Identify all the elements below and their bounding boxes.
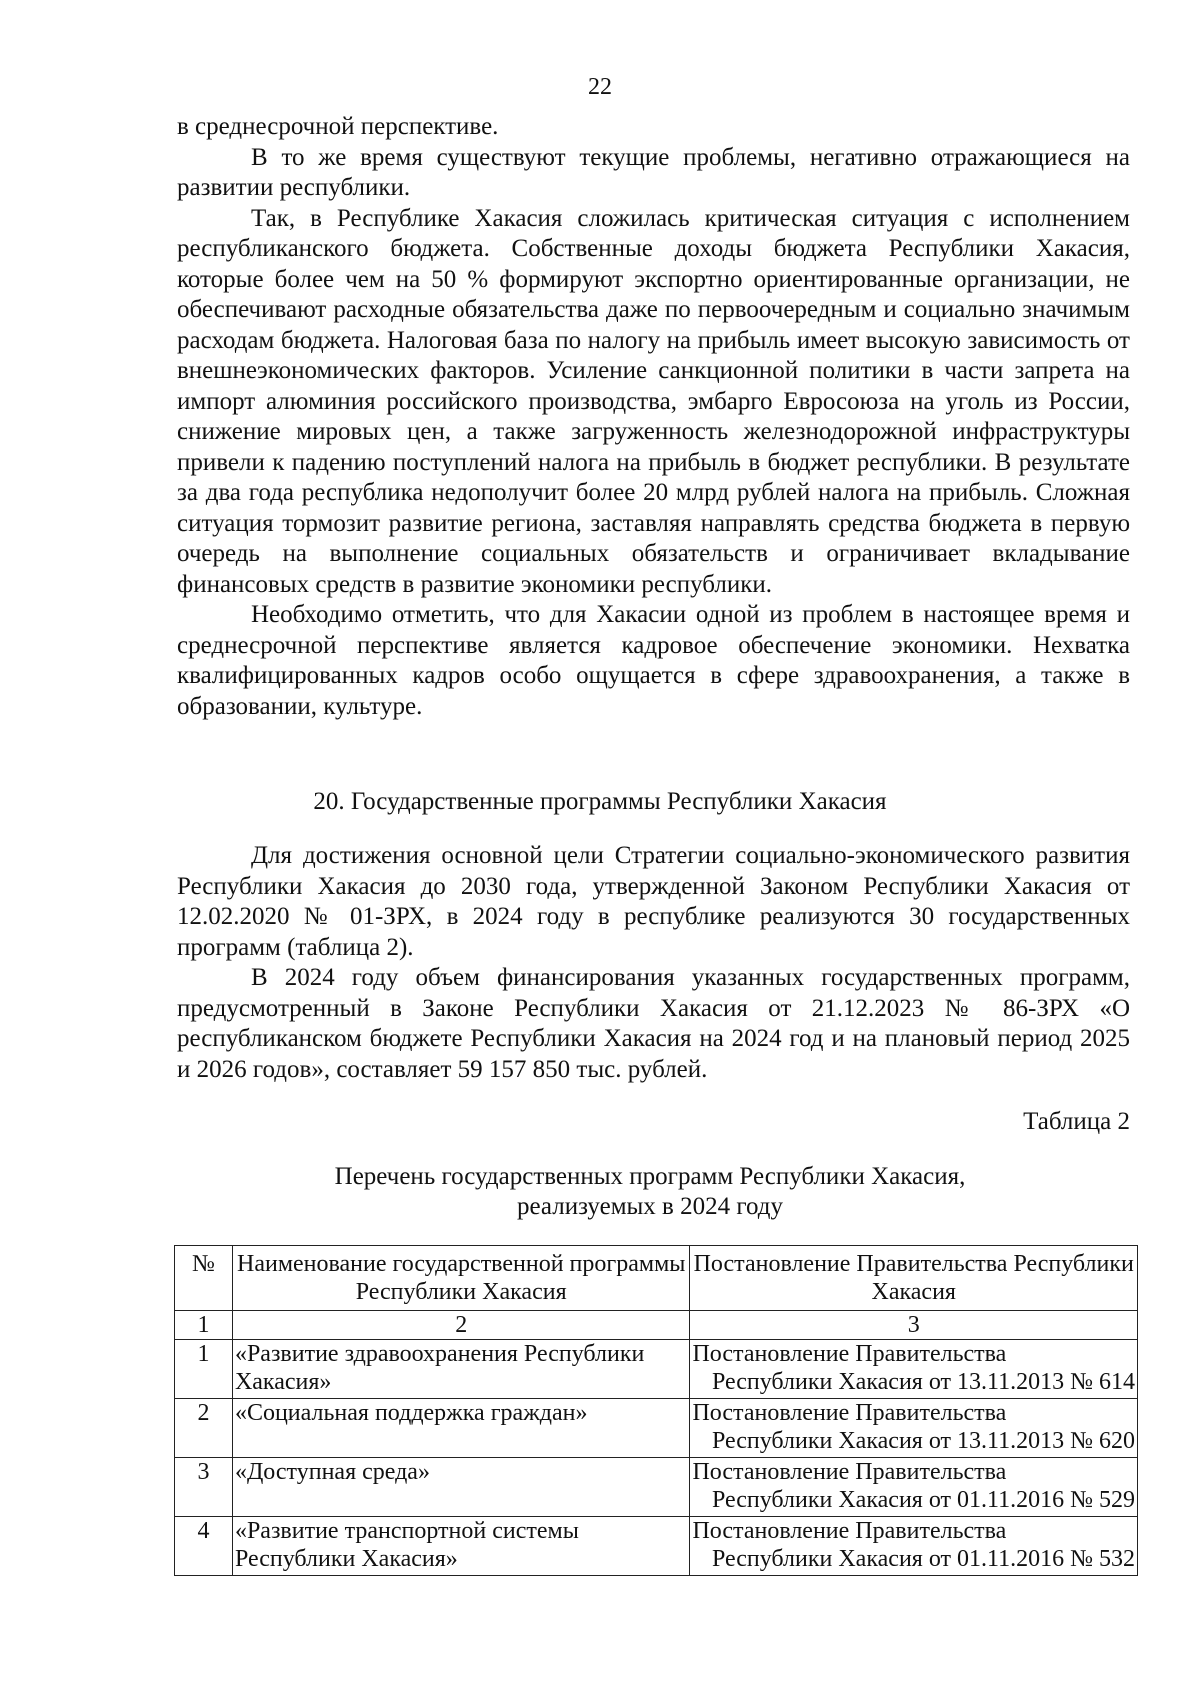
program-name: «Развитие транспортной системы Республики Хакасия» (232, 1517, 690, 1576)
paragraph-current-problems: В то же время существуют текущие проблемы, негативно отражающиеся на развитии республики. (177, 143, 1130, 201)
header-decree: Постановление Правительства Республики Хакасия (690, 1246, 1138, 1311)
decree-line-2: Республики Хакасия от 13.11.2013 № 620 (711, 1428, 1135, 1454)
paragraph-continuation: в среднесрочной перспективе. (177, 113, 499, 140)
index-cell: 2 (232, 1311, 690, 1340)
table-label: Таблица 2 (1023, 1108, 1130, 1135)
decree-line-1: Постановление Правительства (692, 1341, 1007, 1367)
decree-line-1: Постановление Правительства (692, 1400, 1007, 1426)
decree-line-2: Республики Хакасия от 01.11.2016 № 529 (711, 1487, 1135, 1513)
index-cell: 1 (175, 1311, 233, 1340)
header-number: № (175, 1246, 233, 1311)
program-name: «Социальная поддержка граждан» (232, 1399, 690, 1458)
decree-cell (690, 1517, 1138, 1576)
paragraph-staffing: Необходимо отметить, что для Хакасии одной из проблем в настоящее время и среднесрочной перспективе является кадровое обеспечение экономики. Нехватка квалифицированных кадров особо ощущается в сфере здравоохранения, а также в образовании, культуре. (177, 601, 1130, 720)
page-number: 22 (588, 74, 612, 100)
paragraph-financing: В 2024 году объем финансирования указанных государственных программ, предусмотренный в Законе Республики Хакасия от 21.12.2023 № 86-ЗРХ «О республиканском бюджете Республики Хакасия на 2024 год и на плановый период 2025 и 2026 годов», составляет 59 157 850 тыс. рублей. (177, 964, 1130, 1083)
decree-cell (690, 1458, 1138, 1517)
table-row (175, 1399, 1138, 1458)
header-program-name: Наименование государственной программы Республики Хакасия (232, 1246, 690, 1311)
row-number: 3 (175, 1458, 233, 1517)
program-name: «Развитие здравоохранения Республики Хакасия» (232, 1340, 690, 1399)
section-heading: 20. Государственные программы Республики Хакасия (313, 788, 887, 815)
table-title-line-2: реализуемых в 2024 году (517, 1193, 783, 1220)
table-title (0, 1162, 1200, 1222)
row-number: 4 (175, 1517, 233, 1576)
decree-line-2: Республики Хакасия от 01.11.2016 № 532 (711, 1546, 1135, 1572)
table-header-row (175, 1246, 1138, 1311)
table-title-line-1: Перечень государственных программ Республики Хакасия, (334, 1163, 966, 1190)
body-text-upper (177, 112, 1130, 722)
row-number: 2 (175, 1399, 233, 1458)
paragraph-strategy-goal: Для достижения основной цели Стратегии социально-экономического развития Республики Хакасия до 2030 года, утвержденной Законом Республики Хакасия от 12.02.2020 № 01-ЗРХ, в 2024 году в республике реализуются 30 государственных программ (таблица 2). (177, 842, 1130, 961)
program-name: «Доступная среда» (232, 1458, 690, 1517)
decree-cell (690, 1399, 1138, 1458)
decree-line-1: Постановление Правительства (692, 1518, 1007, 1544)
decree-cell (690, 1340, 1138, 1399)
table-row (175, 1458, 1138, 1517)
body-text-lower (177, 841, 1130, 1085)
programs-table (174, 1245, 1138, 1576)
decree-line-1: Постановление Правительства (692, 1459, 1007, 1485)
table-row (175, 1517, 1138, 1576)
decree-line-2: Республики Хакасия от 13.11.2013 № 614 (711, 1369, 1135, 1395)
row-number: 1 (175, 1340, 233, 1399)
paragraph-budget-situation: Так, в Республике Хакасия сложилась критическая ситуация с исполнением республиканского бюджета. Собственные доходы бюджета Республики Хакасия, которые более чем на 50 % формируют экспортно ориентированные организации, не обеспечивают расходные обязательства даже по первоочередным и социально значимым расходам бюджета. Налоговая база по налогу на прибыль имеет высокую зависимость от внешнеэкономических факторов. Усиление санкционной политики в части запрета на импорт алюминия российского производства, эмбарго Евросоюза на уголь из России, снижение мировых цен, а также загруженность железнодорожной инфраструктуры привели к падению поступлений налога на прибыль в бюджет республики. В результате за два года республика недополучит более 20 млрд рублей налога на прибыль. Сложная ситуация тормозит развитие региона, заставляя направлять средства бюджета в первую очередь на выполнение социальных обязательств и ограничивает вкладывание финансовых средств в развитие экономики республики. (177, 204, 1130, 598)
table-row (175, 1340, 1138, 1399)
index-cell: 3 (690, 1311, 1138, 1340)
table-index-row (175, 1311, 1138, 1340)
